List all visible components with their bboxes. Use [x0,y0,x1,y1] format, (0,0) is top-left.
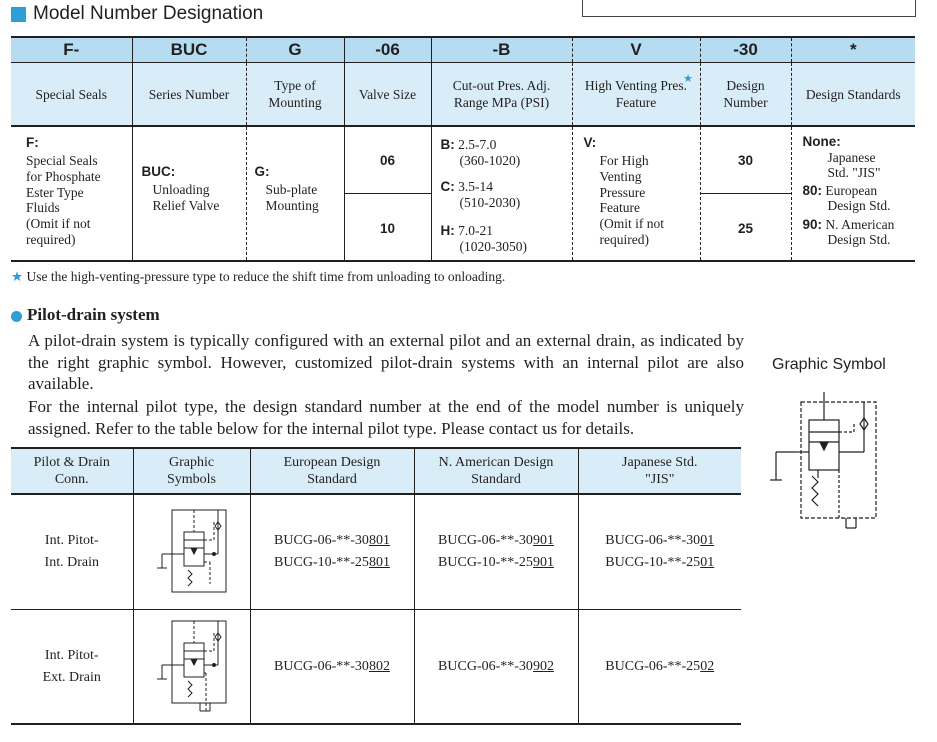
pilot-conn-cell: Int. Pitot- Ext. Drain [11,610,133,725]
design-25: 25 [737,221,754,236]
std-none-desc: Japanese Std. "JIS" [827,150,881,180]
code-row [11,37,915,63]
top-frame [582,0,916,17]
pilot-conn-cell: Int. Pitot- Int. Drain [11,494,133,610]
v-code: V: [583,135,597,150]
venting-footnote: ★ Use the high-venting-pressure type to reduce the shift time from unloading to onloading. [11,269,506,284]
code-range: -B [431,37,572,63]
bullet-icon [11,311,22,322]
code-design: -30 [700,37,791,63]
header-venting: High Venting Pres. Feature [584,78,688,110]
design-30: 30 [737,153,754,168]
header-series: Series Number [132,63,246,127]
range-b: B: 2.5-7.0 (360-1020) [440,137,521,168]
title-marker-icon [11,7,26,22]
buc-description: Unloading Relief Valve [152,182,220,213]
graphic-symbol-label: Graphic Symbol [772,356,886,373]
code-f: F- [11,37,132,63]
header-design-number: Design Number [723,78,768,110]
std-none-code: None: [802,134,841,149]
int-pilot-int-drain-symbol-icon [152,504,232,596]
g-description: Sub-plate Mounting [265,182,319,213]
european-cell: BUCG-06-**-30801 BUCG-10-**-25801 [250,494,414,610]
code-buc: BUC [132,37,246,63]
header-special-seals: Special Seals [11,63,132,127]
range-options [432,127,572,260]
venting-option [573,127,700,260]
v-description: For High Venting Pressure Feature (Omit if not required) [599,153,664,247]
header-american: N. American Design Standard [438,455,554,487]
star-icon: ★ [683,73,693,85]
internal-pilot-header-row [11,448,741,494]
code-standard: * [791,37,915,63]
g-code: G: [254,164,270,179]
header-european: European Design Standard [283,455,381,487]
code-g: G [246,37,344,63]
buc-option [133,127,246,260]
header-japanese: Japanese Std. "JIS" [622,455,698,487]
pilot-paragraph-1: A pilot-drain system is typically configured with an external pilot and an external drain, as indicated by the right graphic symbol. However, customized pilot-drain systems with an internal pilot are also available. [28,331,744,393]
std-eu: 80: European Design Std. [802,183,891,213]
buc-code: BUC: [141,164,176,179]
model-number-table [11,36,915,262]
size-06: 06 [379,153,396,168]
european-cell: BUCG-06-**-30802 [250,610,414,725]
american-cell: BUCG-06-**-30902 [414,610,578,725]
f-description: Special Seals for Phosphate Ester Type Fluids (Omit if not required) [26,153,101,247]
page-title: Model Number Designation [33,3,264,24]
american-cell: BUCG-06-**-30901 BUCG-10-**-25901 [414,494,578,610]
g-option [247,127,344,260]
size-divider [345,193,431,194]
header-valve-size: Valve Size [358,86,417,102]
star-icon: ★ [11,269,24,284]
pilot-paragraph-2: For the internal pilot type, the design standard number at the end of the model number is uniquely assigned. Refer to the table below for the internal pilot type. Please contact us for details. [28,397,744,438]
size-10: 10 [379,221,396,236]
valve-size-options [345,127,431,260]
header-row [11,63,915,127]
design-divider [701,193,791,194]
header-graphic-symbols: Graphic Symbols [166,455,216,487]
section-heading: Pilot-drain system [27,305,160,324]
japanese-cell: BUCG-06-**-2502 [605,658,715,674]
header-mounting: Type of Mounting [268,78,322,110]
header-pilot-drain: Pilot & Drain Conn. [33,455,110,487]
table-row [11,494,741,610]
code-size: -06 [344,37,431,63]
header-design-standards: Design Standards [791,63,915,127]
f-option [11,127,132,260]
table-row [11,610,741,725]
design-number-options [701,127,791,260]
f-code: F: [26,135,39,150]
japanese-cell: BUCG-06-**-3001 BUCG-10-**-2501 [578,494,741,610]
valve-graphic-symbol-icon [764,392,884,532]
std-na: 90: N. American Design Std. [802,217,895,247]
internal-pilot-table [11,447,741,725]
header-range: Cut-out Pres. Adj. Range MPa (PSI) [452,78,551,110]
design-standard-options [792,127,916,260]
int-pilot-ext-drain-symbol-icon [152,615,232,713]
range-h: H: 7.0-21 (1020-3050) [440,223,527,254]
code-venting: V [572,37,700,63]
options-row [11,126,915,261]
range-c: C: 3.5-14 (510-2030) [440,179,521,210]
